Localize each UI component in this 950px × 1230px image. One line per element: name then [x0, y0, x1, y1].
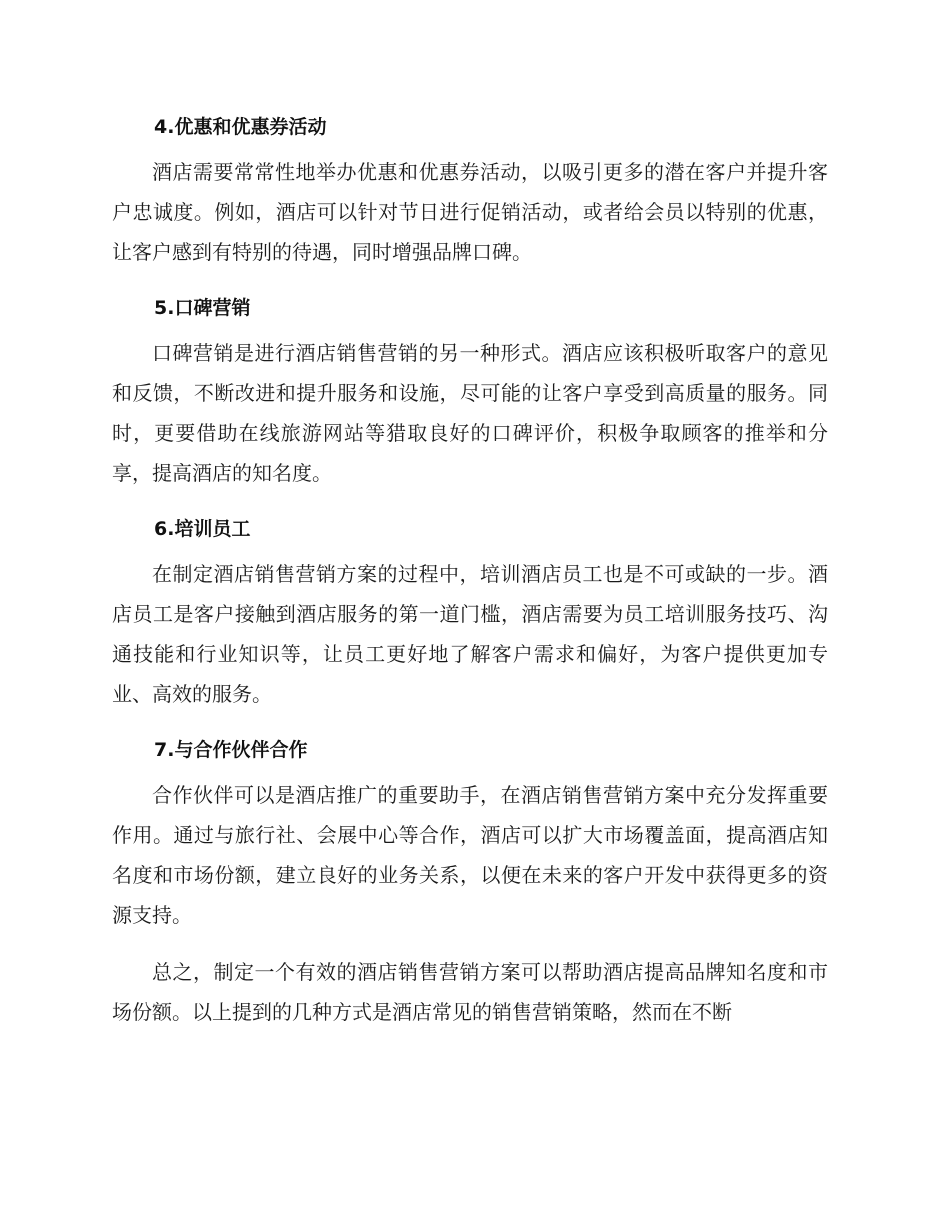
document-page [112, 108, 828, 1049]
section-heading: 4.优惠和优惠券活动 [154, 116, 327, 138]
section-staff-training [112, 510, 828, 714]
section-paragraph: 口碑营销是进行酒店销售营销的另一种形式。酒店应该积极听取客户的意见和反馈，不断改进和提升服务和设施，尽可能的让客户享受到高质量的服务。同时，更要借助在线旅游网站等猎取良好的口碑评价，积极争取顾客的推举和分享，提高酒店的知名度。 [112, 341, 828, 485]
section-paragraph: 酒店需要常常性地举办优惠和优惠券活动，以吸引更多的潜在客户并提升客户忠诚度。例如，酒店可以针对节日进行促销活动，或者给会员以特别的优惠，让客户感到有特别的待遇，同时增强品牌口碑。 [112, 160, 828, 264]
conclusion-paragraph: 总之，制定一个有效的酒店销售营销方案可以帮助酒店提高品牌知名度和市场份额。以上提到的几种方式是酒店常见的销售营销策略，然而在不断 [112, 960, 828, 1024]
section-partners [112, 731, 828, 935]
section-paragraph: 合作伙伴可以是酒店推广的重要助手，在酒店销售营销方案中充分发挥重要作用。通过与旅行社、会展中心等合作，酒店可以扩大市场覆盖面，提高酒店知名度和市场份额，建立良好的业务关系，以便在未来的客户开发中获得更多的资源支持。 [112, 783, 828, 927]
section-word-of-mouth [112, 289, 828, 493]
section-heading: 7.与合作伙伴合作 [154, 739, 308, 761]
section-heading: 6.培训员工 [154, 518, 251, 540]
section-heading: 5.口碑营销 [154, 297, 251, 319]
section-paragraph: 在制定酒店销售营销方案的过程中，培训酒店员工也是不可或缺的一步。酒店员工是客户接触到酒店服务的第一道门槛，酒店需要为员工培训服务技巧、沟通技能和行业知识等，让员工更好地了解客户需求和偏好，为客户提供更加专业、高效的服务。 [112, 562, 828, 706]
section-promotions [112, 108, 828, 272]
